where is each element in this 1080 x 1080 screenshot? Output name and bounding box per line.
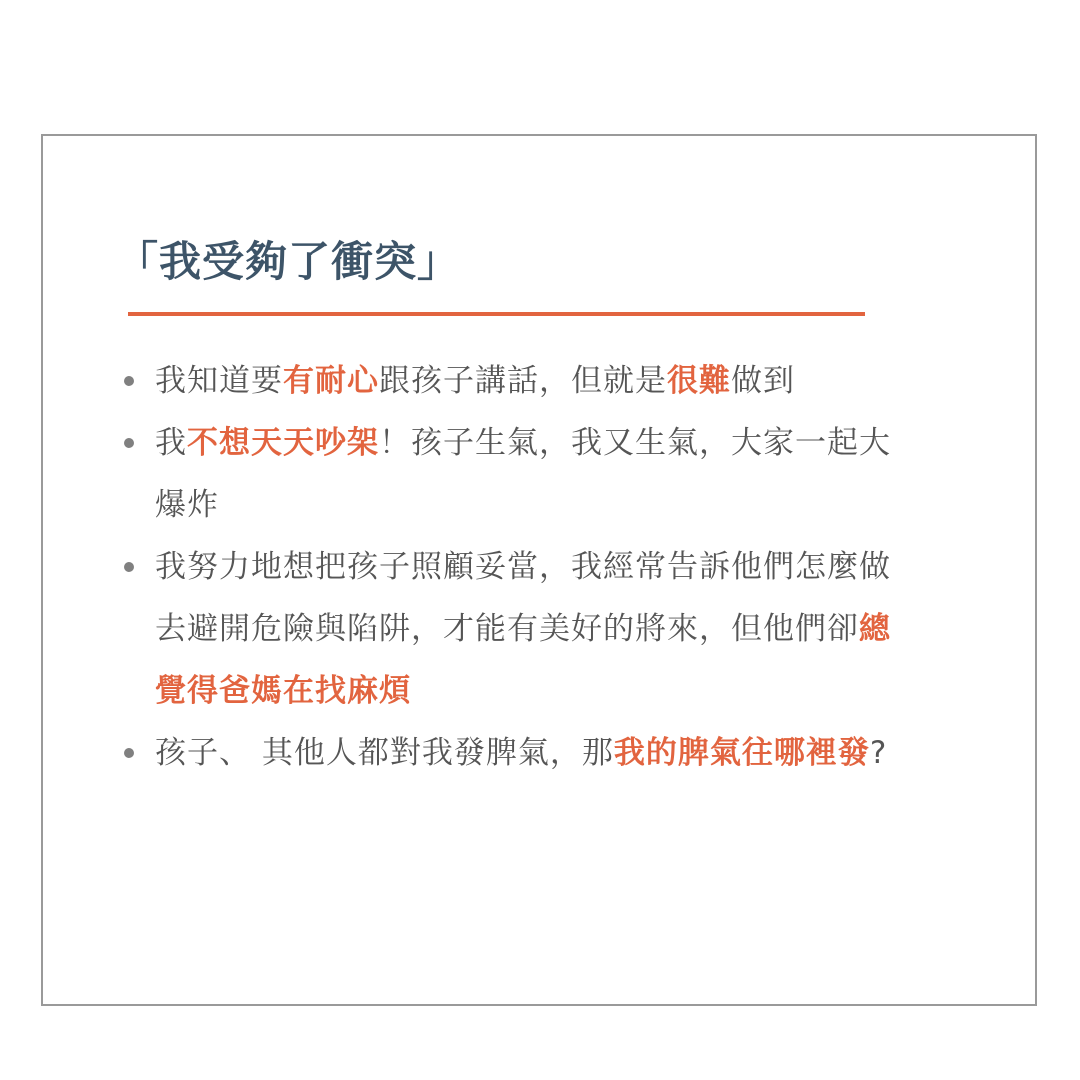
bullet-dot xyxy=(124,438,134,448)
list-item-text xyxy=(155,350,895,412)
text-segment: ！孩子生氣，我又生氣，大家一起大爆炸 xyxy=(155,425,891,523)
bullet-list xyxy=(120,350,920,784)
text-segment: 我知道要 xyxy=(155,363,283,399)
list-item xyxy=(120,536,920,722)
text-segment: 做到 xyxy=(731,363,795,399)
highlight-text: 有耐心 xyxy=(283,363,379,399)
bullet-dot xyxy=(124,376,134,386)
list-item xyxy=(120,350,920,412)
text-segment: 跟孩子講話，但就是 xyxy=(379,363,667,399)
highlight-text: 我的脾氣往哪裡發 xyxy=(613,735,870,771)
list-item-text xyxy=(155,412,895,536)
text-segment: 我努力地想把孩子照顧妥當，我經常告訴他們怎麼做去避開危險與陷阱，才能有美好的將來，但他們卻 xyxy=(155,549,891,647)
title-underline xyxy=(128,312,865,316)
highlight-text: 不想天天吵架 xyxy=(187,425,379,461)
list-item-text xyxy=(155,722,895,784)
list-item xyxy=(120,722,920,784)
list-item-text xyxy=(155,536,895,722)
list-item xyxy=(120,412,920,536)
highlight-text: 總覺得爸媽在找麻煩 xyxy=(155,611,891,709)
text-segment: 我 xyxy=(155,425,187,461)
bullet-dot xyxy=(124,562,134,572)
page-title: 「我受夠了衝突」 xyxy=(116,237,461,286)
highlight-text: 很難 xyxy=(667,363,731,399)
bullet-dot xyxy=(124,748,134,758)
text-segment: ? xyxy=(869,735,888,771)
text-segment: 孩子、 其他人都對我發脾氣，那 xyxy=(155,735,614,771)
